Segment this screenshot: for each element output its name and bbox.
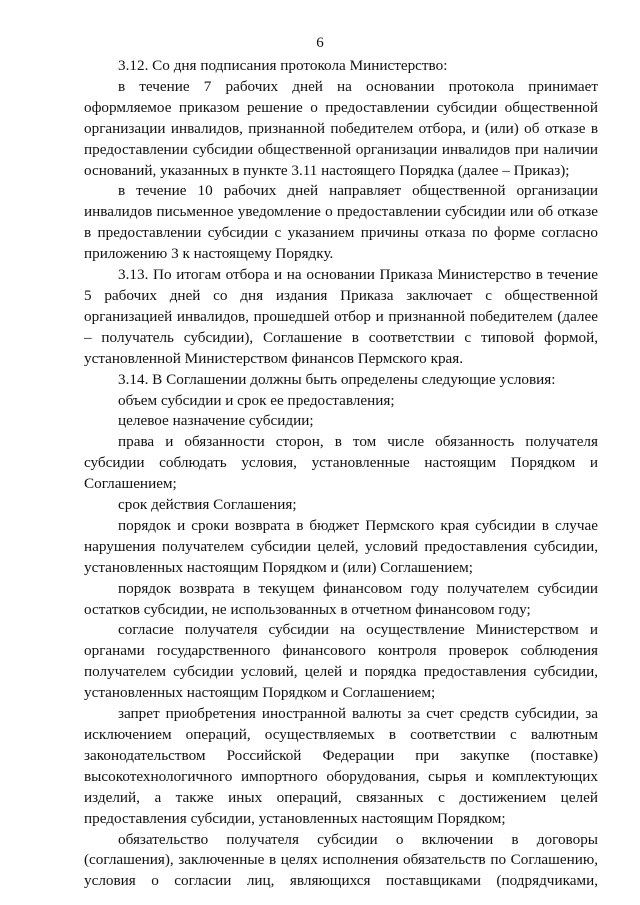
paragraph-3-14: 3.14. В Соглашении должны быть определены следующие условия: [118,370,556,388]
paragraph-3-13: 3.13. По итогам отбора и на основании Приказа Министерство в течение 5 рабочих дней со дня издания Приказа заключает с общественной организацией инвалидов, прошедшей отбор и признанной победителем (далее – получатель субсидии), Соглашение в соответствии с типовой формой, установленной Министерством финансов Пермского края. [84,266,598,367]
document-body [84,56,598,892]
condition-rights-and-duties: права и обязанности сторон, в том числе обязанность получателя субсидии соблюдать условия, установленные настоящим Порядком и Соглашением; [84,433,598,493]
condition-agreement-term: срок действия Соглашения; [118,496,297,514]
condition-amount-and-term: объем субсидии и срок ее предоставления; [118,391,395,409]
paragraph-notice-10-days: в течение 10 рабочих дней направляет общественной организации инвалидов письменное уведомление о предоставлении субсидии или об отказе в предоставлении субсидии с указанием причины отказа по форме согласно приложению 3 к настоящему Порядку. [84,182,598,263]
paragraph-3-12: 3.12. Со дня подписания протокола Министерство: [118,57,448,74]
condition-refund-procedure: порядок и сроки возврата в бюджет Пермского края субсидии в случае нарушения получателем субсидии целей, условий предоставления субсидии, установленных настоящим Порядком и (или) Соглашением; [84,516,598,576]
condition-unused-balance-return: порядок возврата в текущем финансовом году получателем субсидии остатков субсидии, не использованных в отчетном финансовом году; [84,579,598,618]
paragraph-decision-7-days: в течение 7 рабочих дней на основании протокола принимает оформляемое приказом решение о предоставлении субсидии общественной организации инвалидов, признанной победителем отбора, и (или) об отказе в предоставлении субсидии общественной организации инвалидов при наличии оснований, указанных в пункте 3.11 настоящего Порядка (далее – Приказ); [84,77,598,179]
page-number: 6 [316,35,324,51]
condition-purpose: целевое назначение субсидии; [118,412,314,430]
condition-currency-ban: запрет приобретения иностранной валюты за счет средств субсидии, за исключением операций, осуществляемых в соответствии с валютным законодательством Российской Федерации при закупке (поставке) высокотехнологичного импортного оборудования, сырья и комплектующих изделий, а также иных операций, связанных с достижением целей предоставления субсидии, установленных настоящим Порядком; [84,705,598,827]
condition-consent-to-audit: согласие получателя субсидии на осуществление Министерством и органами государственного финансового контроля проверок соблюдения получателем субсидии условий, целей и порядка предоставления субсидии, установленных настоящим Порядком и Соглашением; [84,621,598,702]
condition-contract-clause: обязательство получателя субсидии о включении в договоры (соглашения), заключенные в целях исполнения обязательств по Соглашению, условия о согласии лиц, являющихся поставщиками (подрядчиками, [84,830,598,890]
